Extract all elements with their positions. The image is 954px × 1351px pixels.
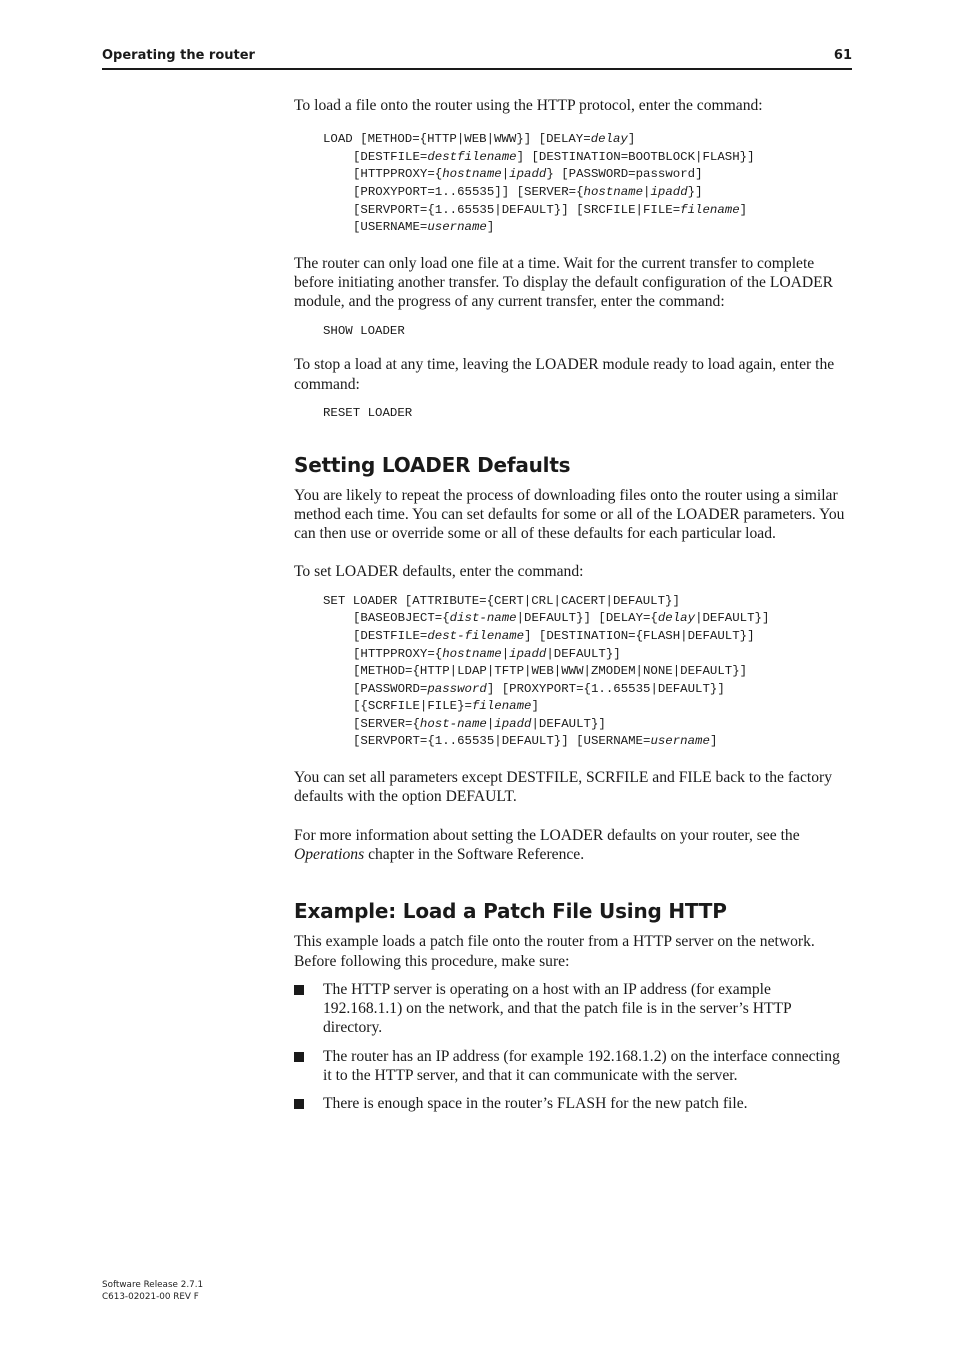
list-item: There is enough space in the router’s FLASH for the new patch file.	[294, 1094, 852, 1113]
set-cmd-line-8: [SERVER={host-name|ipadd|DEFAULT}]	[353, 716, 606, 731]
square-bullet-icon	[294, 1099, 304, 1109]
list-item: The router has an IP address (for example 192.168.1.2) on the interface connecting it to the HTTP server, and that it can communicate with the server.	[294, 1047, 852, 1086]
square-bullet-icon	[294, 1052, 304, 1062]
load-cmd-line-3: [HTTPPROXY={hostname|ipadd} [PASSWORD=password]	[353, 167, 703, 182]
load-cmd-line-6: [USERNAME=username]	[353, 220, 495, 235]
set-cmd-line-4: [HTTPPROXY={hostname|ipadd|DEFAULT}]	[353, 646, 621, 661]
set-cmd-line-3: [DESTFILE=dest-filename] [DESTINATION={FLASH|DEFAULT}]	[353, 628, 755, 643]
example-intro-paragraph: This example loads a patch file onto the router from a HTTP server on the network. Before following this procedure, make sure:	[294, 933, 815, 970]
all-params-paragraph: You can set all parameters except DESTFILE, SCRFILE and FILE back to the factory defaults with the option DEFAULT.	[294, 769, 832, 806]
set-defaults-paragraph: To set LOADER defaults, enter the command:	[294, 563, 584, 581]
set-cmd-line-5: [METHOD={HTTP|LDAP|TFTP|WEB|WWW|ZMODEM|NONE|DEFAULT}]	[353, 664, 748, 679]
load-cmd-line-5: [SERVPORT={1..65535|DEFAULT}] [SRCFILE|FILE=filename]	[353, 202, 748, 217]
show-loader-command: SHOW LOADER	[323, 323, 405, 338]
software-release: Software Release 2.7.1	[102, 1280, 204, 1290]
load-cmd-line-2: [DESTFILE=destfilename] [DESTINATION=BOOTBLOCK|FLASH}]	[353, 149, 755, 164]
load-cmd-line-4: [PROXYPORT=1..65535]] [SERVER={hostname|ipadd}]	[353, 185, 703, 200]
page-content	[294, 96, 852, 1114]
load-cmd-line-1: LOAD [METHOD={HTTP|WEB|WWW}] [DELAY=delay]	[323, 132, 636, 147]
section-heading-example: Example: Load a Patch File Using HTTP	[294, 899, 727, 924]
document-id: C613-02021-00 REV F	[102, 1291, 199, 1302]
set-cmd-line-6: [PASSWORD=password] [PROXYPORT={1..65535|DEFAULT}]	[353, 681, 725, 696]
more-info-paragraph: For more information about setting the LOADER defaults on your router, see the Operations chapter in the Software Reference.	[294, 826, 800, 863]
set-cmd-line-1: SET LOADER [ATTRIBUTE={CERT|CRL|CACERT|DEFAULT}]	[323, 593, 680, 608]
set-cmd-line-9: [SERVPORT={1..65535|DEFAULT}] [USERNAME=username]	[353, 734, 718, 749]
section-heading-loader-defaults: Setting LOADER Defaults	[294, 452, 571, 477]
page-footer	[102, 1280, 203, 1303]
intro-paragraph: To load a file onto the router using the HTTP protocol, enter the command:	[294, 97, 763, 114]
load-command-syntax	[294, 131, 852, 237]
one-file-paragraph: The router can only load one file at a time. Wait for the current transfer to complete before initiating another transfer. To display the default configuration of the LOADER module, and the progress of any current transfer, enter the command:	[294, 254, 834, 311]
stop-load-paragraph: To stop a load at any time, leaving the LOADER module ready to load again, enter the command:	[294, 356, 835, 393]
set-cmd-line-2: [BASEOBJECT={dist-name|DEFAULT}] [DELAY={delay|DEFAULT}]	[353, 611, 770, 626]
page-header	[102, 48, 852, 70]
list-item: The HTTP server is operating on a host with an IP address (for example 192.168.1.1) on the network, and that the patch file is in the server’s HTTP directory.	[294, 980, 852, 1038]
defaults-paragraph: You are likely to repeat the process of downloading files onto the router using a similar method each time. You can set defaults for some or all of the LOADER parameters. You can then use or override some or all of these defaults for each particular load.	[294, 486, 845, 543]
square-bullet-icon	[294, 985, 304, 995]
set-cmd-line-7: [{SCRFILE|FILE}=filename]	[353, 699, 539, 714]
page-number: 61	[833, 48, 852, 63]
operations-chapter-ref: Operations	[294, 845, 365, 863]
set-loader-command-syntax	[294, 593, 852, 751]
reset-loader-command: RESET LOADER	[323, 405, 413, 420]
running-section-title: Operating the router	[102, 48, 255, 63]
prerequisites-list	[294, 980, 852, 1114]
